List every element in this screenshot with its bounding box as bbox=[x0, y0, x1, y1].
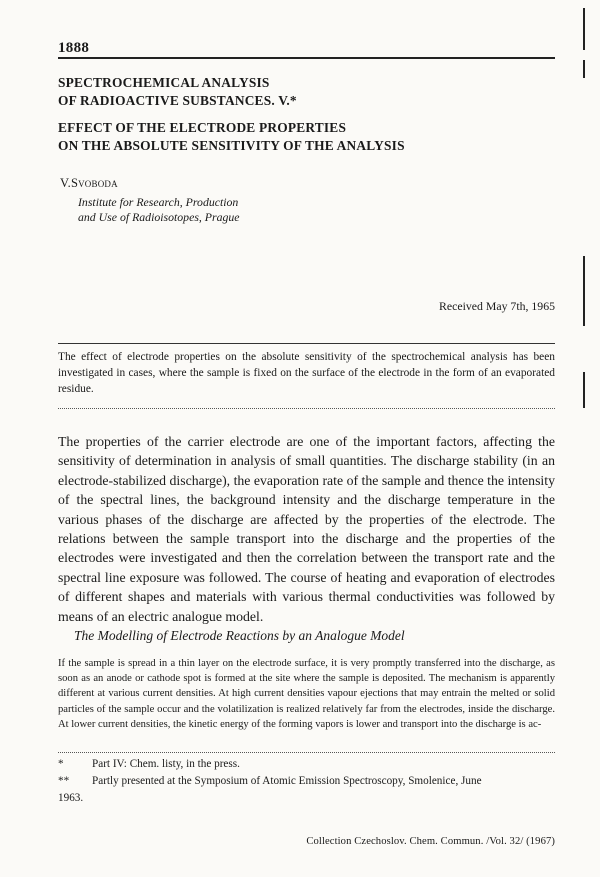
page-number: 1888 bbox=[58, 40, 90, 56]
footnote-rule bbox=[58, 752, 555, 753]
author-name bbox=[60, 176, 118, 191]
subtitle-line: EFFECT OF THE ELECTRODE PROPERTIES bbox=[58, 120, 347, 135]
scan-edge-mark bbox=[583, 60, 585, 78]
scan-edge-mark bbox=[583, 256, 585, 326]
scan-edge-mark bbox=[583, 8, 585, 50]
scan-edge-mark bbox=[583, 372, 585, 408]
body-paragraph: If the sample is spread in a thin layer on the electrode surface, it is very promptly transferred into the discharge, as soon as an anode or cathode spot is formed at the site where the sample is deposited. The mechanism is apparently different at various current densities. At high current densities vapour ejections that may entrain the melted or solid particles of the sample occur and the volatilization is realized relatively far from the electrodes, inside the discharge. At lower current densities, the kinetic energy of the forming vapors is lower and transport into the discharge is ac- bbox=[58, 658, 555, 730]
section-heading: The Modelling of Electrode Reactions by an Analogue Model bbox=[74, 628, 405, 643]
footnote-mark: * bbox=[58, 758, 64, 770]
abstract-rule bbox=[58, 343, 555, 344]
journal-citation: Collection Czechoslov. Chem. Commun. /Vol. 32/ (1967) bbox=[306, 836, 555, 847]
footnote bbox=[58, 756, 555, 773]
received-date: Received May 7th, 1965 bbox=[439, 299, 555, 313]
header-rule bbox=[58, 57, 555, 59]
article-title bbox=[58, 74, 555, 155]
author-surname: Svoboda bbox=[70, 176, 118, 190]
body-paragraph: The properties of the carrier electrode are one of the important factors, affecting the sensitivity of determination in analysis of small quantities. The discharge stability (in an electrode-stabilized discharge), the evaporation rate of the sample and thence the intensity of the spectral lines, the background intensity and the discharge temperature in the various phases of the discharge are affected by the properties of the electrode. The relations between the sample transport into the discharge and the properties of the electrodes were investigated and then the correlation between the transport rate and the spectral line exposure was followed. The course of heating and evaporation of electrodes of different shapes and materials with various thermal conductivities was followed by means of an electric analogue model. bbox=[58, 434, 555, 624]
footnote-continuation: 1963. bbox=[58, 792, 84, 804]
footnote-mark: ** bbox=[58, 775, 70, 787]
footnote-text: Partly presented at the Symposium of Atomic Emission Spectroscopy, Smolenice, June bbox=[92, 775, 482, 787]
affiliation bbox=[78, 195, 240, 225]
affiliation-line: and Use of Radioisotopes, Prague bbox=[78, 210, 240, 224]
paper-page bbox=[58, 0, 555, 877]
title-line: SPECTROCHEMICAL ANALYSIS bbox=[58, 75, 270, 90]
footnotes bbox=[58, 756, 555, 807]
footnote bbox=[58, 773, 555, 790]
author-initial: V. bbox=[60, 176, 71, 190]
subtitle-line: ON THE ABSOLUTE SENSITIVITY OF THE ANALYSIS bbox=[58, 138, 405, 153]
abstract-rule bbox=[58, 408, 555, 409]
abstract: The effect of electrode properties on the absolute sensitivity of the spectrochemical analysis has been investigated in cases, where the sample is fixed on the surface of the electrode in the form of an evaporated residue. bbox=[58, 351, 555, 395]
title-line: OF RADIOACTIVE SUBSTANCES. V.* bbox=[58, 93, 297, 108]
footnote-text: Part IV: Chem. listy, in the press. bbox=[92, 758, 240, 770]
affiliation-line: Institute for Research, Production bbox=[78, 195, 239, 209]
